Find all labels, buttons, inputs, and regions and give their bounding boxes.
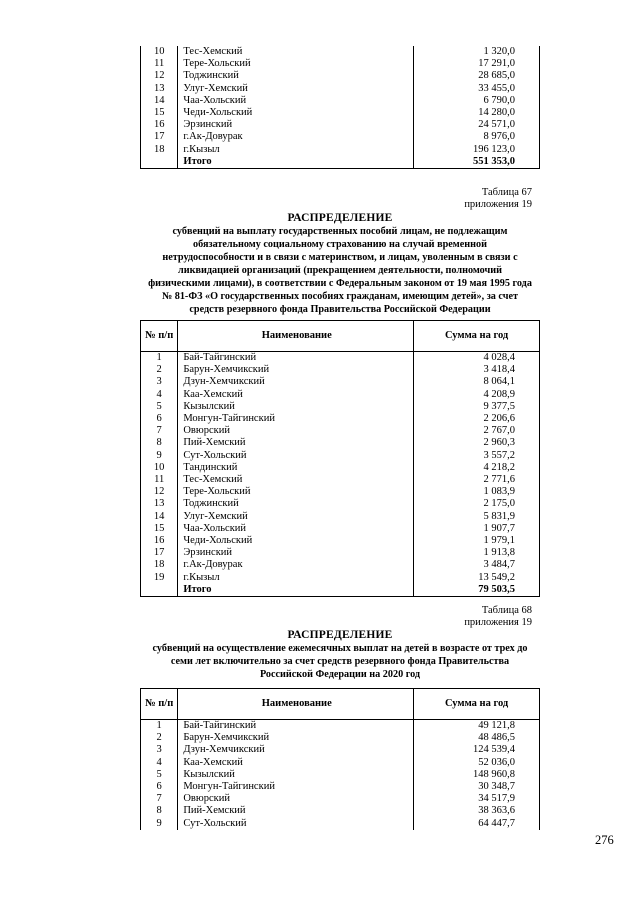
- table-67-appendix: приложения 19: [464, 199, 532, 210]
- row-name: Дзун-Хемчикский: [183, 744, 265, 756]
- table-row: [141, 805, 540, 817]
- table-row: [141, 486, 540, 498]
- row-number: 12: [141, 70, 178, 82]
- row-name: Бай-Тайгинский: [183, 720, 257, 731]
- row-number: 16: [141, 535, 178, 547]
- table-68-label: Таблица 68: [481, 605, 532, 616]
- row-name: Улуг-Хемский: [183, 510, 248, 522]
- table-header-row: [141, 321, 540, 352]
- row-number: 10: [141, 46, 178, 58]
- row-sum: 8 064,1: [414, 376, 540, 388]
- row-number: 3: [141, 376, 178, 388]
- row-sum: 2 175,0: [414, 498, 540, 510]
- row-number: 5: [141, 769, 178, 781]
- row-name: Чаа-Хольский: [183, 522, 247, 534]
- row-sum: 9 377,5: [414, 401, 540, 413]
- row-name: Монгун-Тайгинский: [183, 781, 275, 793]
- table-row: [141, 437, 540, 449]
- row-sum: 1 907,7: [414, 523, 540, 535]
- row-sum: 1 913,8: [414, 547, 540, 559]
- row-sum: 148 960,8: [414, 769, 540, 781]
- row-sum: 33 455,0: [413, 83, 539, 95]
- row-sum: 2 767,0: [414, 425, 540, 437]
- table-67-label: Таблица 67: [481, 187, 532, 198]
- row-name: г.Кызыл: [183, 571, 220, 583]
- row-number: 13: [141, 498, 178, 510]
- total-label: Итого: [178, 156, 413, 169]
- row-sum: 38 363,6: [414, 805, 540, 817]
- table-row: [141, 818, 540, 830]
- row-name: Барун-Хемчикский: [183, 732, 270, 744]
- table-row: [141, 732, 540, 744]
- row-name: Тоджинский: [183, 70, 239, 82]
- row-name: г.Кызыл: [183, 143, 220, 155]
- row-number: 2: [141, 732, 178, 744]
- table-67-description: субвенций на выплату государственных пособий лицам, не подлежащим обязательному социальному страхованию на случай временной нетрудоспособности и в связи с материнством, и лицам, уволенным в связи с ликвидацией организаций (прекращением деятельности, полномочий физическими лицами), в соответствии с Федеральным законом от 19 мая 1995 года № 81-ФЗ «О государственных пособиях гражданам, имеющим детей», за счет средств резервного фонда Правительства Российской Федерации: [148, 226, 532, 315]
- row-name: Пий-Хемский: [183, 437, 246, 449]
- row-number: 17: [141, 131, 178, 143]
- row-number: 11: [141, 58, 178, 70]
- row-number: 6: [141, 781, 178, 793]
- table-row: [141, 83, 540, 95]
- row-name: Тес-Хемский: [183, 474, 243, 486]
- table-row: [141, 389, 540, 401]
- row-name: Овюрский: [183, 793, 230, 805]
- row-number: 7: [141, 425, 178, 437]
- row-sum: 3 557,2: [414, 450, 540, 462]
- table-total-row: [141, 584, 540, 597]
- row-name: Каа-Хемский: [183, 388, 243, 400]
- row-name: Барун-Хемчикский: [183, 364, 270, 376]
- row-number: 4: [141, 389, 178, 401]
- table-68-heading: РАСПРЕДЕЛЕНИЕ: [287, 629, 393, 641]
- row-sum: 196 123,0: [413, 144, 539, 156]
- row-sum: 4 218,2: [414, 462, 540, 474]
- column-header-name: Наименование: [178, 689, 414, 720]
- table-row: [141, 462, 540, 474]
- row-number: 6: [141, 413, 178, 425]
- row-name: Тоджинский: [183, 498, 239, 510]
- total-label: Итого: [178, 584, 414, 597]
- table-row: [141, 793, 540, 805]
- table-68-description: субвенций на осуществление ежемесячных выплат на детей в возрасте от трех до семи лет включительно за счет средств резервного фонда Правительства Российской Федерации на 2020 год: [152, 643, 528, 680]
- row-number: 13: [141, 83, 178, 95]
- row-number: 9: [141, 450, 178, 462]
- page-number: 276: [595, 833, 614, 847]
- row-name: Тере-Хольский: [183, 486, 251, 498]
- row-name: Сут-Хольский: [183, 817, 247, 829]
- row-name: г.Ак-Довурак: [183, 559, 243, 571]
- row-sum: 5 831,9: [414, 511, 540, 523]
- row-name: Чеди-Хольский: [183, 107, 253, 119]
- table-68-appendix: приложения 19: [464, 617, 532, 628]
- table-row: [141, 744, 540, 756]
- column-header-sum: Сумма на год: [414, 689, 540, 720]
- row-number: 15: [141, 523, 178, 535]
- table-row: [141, 511, 540, 523]
- row-sum: 52 036,0: [414, 757, 540, 769]
- row-number: 17: [141, 547, 178, 559]
- column-header-sum: Сумма на год: [414, 321, 540, 352]
- row-name: Чеди-Хольский: [183, 535, 253, 547]
- row-number: 8: [141, 805, 178, 817]
- total-sum: 79 503,5: [414, 584, 540, 597]
- row-name: Пий-Хемский: [183, 805, 246, 817]
- row-name: Кызылский: [183, 400, 235, 412]
- row-sum: 30 348,7: [414, 781, 540, 793]
- row-name: Тес-Хемский: [183, 46, 243, 57]
- row-sum: 124 539,4: [414, 744, 540, 756]
- table-row: [141, 757, 540, 769]
- row-sum: 8 976,0: [413, 131, 539, 143]
- row-name: Сут-Хольский: [183, 449, 247, 461]
- table-row: [141, 720, 540, 733]
- column-header-no: № п/п: [141, 689, 178, 720]
- row-sum: 4 208,9: [414, 389, 540, 401]
- table-row: [141, 46, 540, 58]
- row-sum: 13 549,2: [414, 572, 540, 584]
- table-row: [141, 769, 540, 781]
- table-row: [141, 401, 540, 413]
- column-header-name: Наименование: [178, 321, 414, 352]
- row-name: Бай-Тайгинский: [183, 352, 257, 363]
- table-row: [141, 425, 540, 437]
- row-number: 5: [141, 401, 178, 413]
- row-sum: 48 486,5: [414, 732, 540, 744]
- table-row: [141, 781, 540, 793]
- table-row: [141, 107, 540, 119]
- row-name: Кызылский: [183, 768, 235, 780]
- row-name: Тандинский: [183, 461, 238, 473]
- row-sum: 3 484,7: [414, 559, 540, 571]
- row-name: Тере-Хольский: [183, 58, 251, 70]
- table-row: [141, 559, 540, 571]
- table-row: [141, 376, 540, 388]
- row-number: 4: [141, 757, 178, 769]
- row-number: 19: [141, 572, 178, 584]
- row-name: Улуг-Хемский: [183, 82, 248, 94]
- row-number: 7: [141, 793, 178, 805]
- row-number: 15: [141, 107, 178, 119]
- table-row: [141, 95, 540, 107]
- table-row: [141, 70, 540, 82]
- row-number: 11: [141, 474, 178, 486]
- table-row: [141, 58, 540, 70]
- table-row: [141, 547, 540, 559]
- row-sum: 1 083,9: [414, 486, 540, 498]
- table-66-continued: [140, 46, 540, 169]
- table-row: [141, 535, 540, 547]
- total-sum: 551 353,0: [413, 156, 539, 169]
- row-number: 18: [141, 559, 178, 571]
- row-number: 1: [141, 352, 178, 365]
- row-sum: 24 571,0: [413, 119, 539, 131]
- row-number: 8: [141, 437, 178, 449]
- row-sum: 64 447,7: [414, 818, 540, 830]
- table-row: [141, 523, 540, 535]
- row-sum: 2 206,6: [414, 413, 540, 425]
- table-row: [141, 413, 540, 425]
- table-row: [141, 450, 540, 462]
- row-name: Овюрский: [183, 425, 230, 437]
- table-total-row: [141, 156, 540, 169]
- table-67-heading: РАСПРЕДЕЛЕНИЕ: [287, 212, 393, 224]
- table-row: [141, 144, 540, 156]
- table-row: [141, 364, 540, 376]
- row-name: Дзун-Хемчикский: [183, 376, 265, 388]
- row-sum: 4 028,4: [414, 352, 540, 365]
- table-row: [141, 572, 540, 584]
- row-name: Монгун-Тайгинский: [183, 413, 275, 425]
- row-sum: 3 418,4: [414, 364, 540, 376]
- row-sum: 2 960,3: [414, 437, 540, 449]
- row-number: 2: [141, 364, 178, 376]
- table-68: [140, 688, 540, 830]
- table-row: [141, 119, 540, 131]
- row-sum: 49 121,8: [414, 720, 540, 733]
- row-name: Каа-Хемский: [183, 756, 243, 768]
- row-number: 12: [141, 486, 178, 498]
- row-number: 14: [141, 511, 178, 523]
- row-number: 18: [141, 144, 178, 156]
- row-sum: 28 685,0: [413, 70, 539, 82]
- column-header-no: № п/п: [141, 321, 178, 352]
- table-header-row: [141, 689, 540, 720]
- row-name: г.Ак-Довурак: [183, 131, 243, 143]
- table-row: [141, 131, 540, 143]
- row-sum: 6 790,0: [413, 95, 539, 107]
- row-number: 14: [141, 95, 178, 107]
- row-number: 16: [141, 119, 178, 131]
- row-number: 3: [141, 744, 178, 756]
- row-name: Эрзинский: [183, 119, 233, 131]
- row-number: 9: [141, 818, 178, 830]
- row-sum: 1 320,0: [413, 46, 539, 58]
- table-67: [140, 320, 540, 597]
- row-sum: 14 280,0: [413, 107, 539, 119]
- row-sum: 2 771,6: [414, 474, 540, 486]
- row-name: Чаа-Хольский: [183, 94, 247, 106]
- row-sum: 34 517,9: [414, 793, 540, 805]
- row-name: Эрзинский: [183, 547, 233, 559]
- row-sum: 1 979,1: [414, 535, 540, 547]
- row-number: 1: [141, 720, 178, 733]
- table-row: [141, 474, 540, 486]
- row-sum: 17 291,0: [413, 58, 539, 70]
- row-number: 10: [141, 462, 178, 474]
- table-row: [141, 352, 540, 365]
- table-row: [141, 498, 540, 510]
- total-number-cell: [141, 156, 178, 169]
- total-number-cell: [141, 584, 178, 597]
